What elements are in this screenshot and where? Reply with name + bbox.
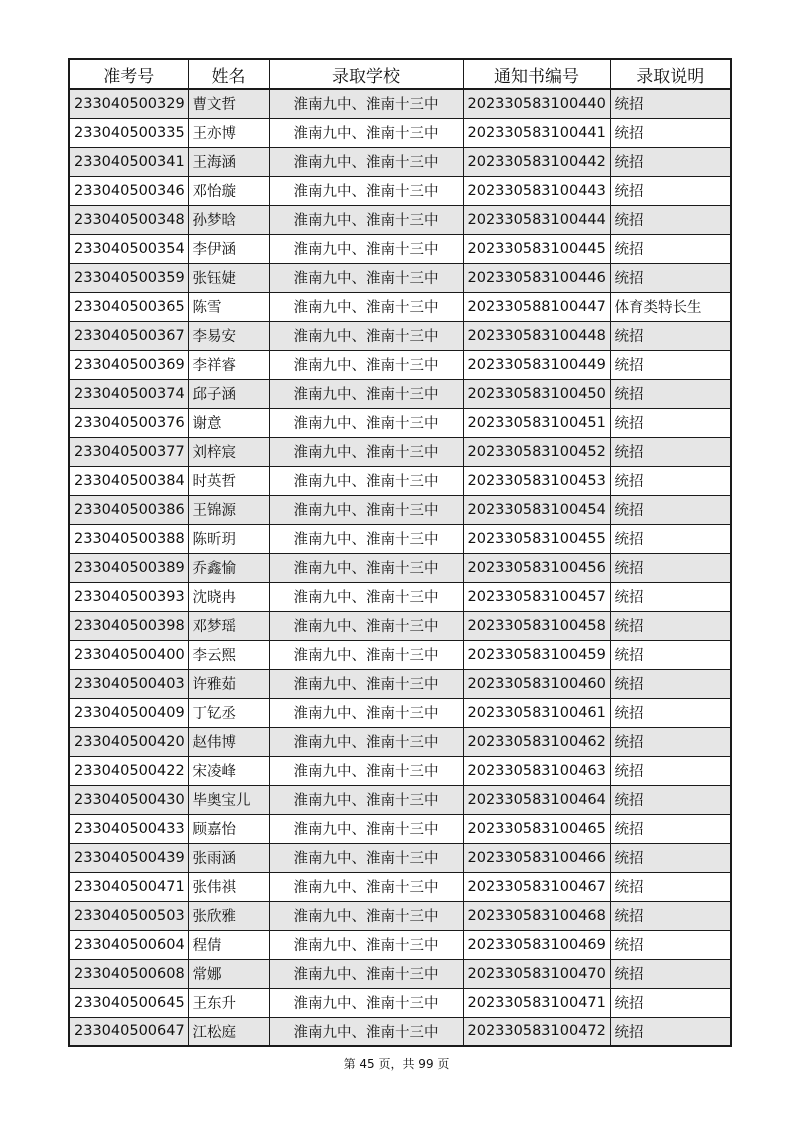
cell-school: 淮南九中、淮南十三中 <box>269 1017 463 1046</box>
cell-name: 张欣雅 <box>188 901 269 930</box>
cell-notice-no: 202330583100463 <box>463 756 610 785</box>
cell-school: 淮南九中、淮南十三中 <box>269 350 463 379</box>
cell-school: 淮南九中、淮南十三中 <box>269 727 463 756</box>
cell-school: 淮南九中、淮南十三中 <box>269 582 463 611</box>
cell-exam-id: 233040500335 <box>69 118 188 147</box>
cell-note: 统招 <box>610 727 731 756</box>
cell-school: 淮南九中、淮南十三中 <box>269 147 463 176</box>
cell-note: 统招 <box>610 611 731 640</box>
cell-school: 淮南九中、淮南十三中 <box>269 495 463 524</box>
cell-notice-no: 202330588100447 <box>463 292 610 321</box>
cell-name: 邓怡璇 <box>188 176 269 205</box>
cell-name: 王亦博 <box>188 118 269 147</box>
cell-school: 淮南九中、淮南十三中 <box>269 901 463 930</box>
cell-name: 李易安 <box>188 321 269 350</box>
cell-note: 统招 <box>610 959 731 988</box>
cell-notice-no: 202330583100441 <box>463 118 610 147</box>
cell-notice-no: 202330583100462 <box>463 727 610 756</box>
cell-note: 统招 <box>610 785 731 814</box>
table-row <box>69 89 731 118</box>
cell-note: 统招 <box>610 466 731 495</box>
header-exam-id: 准考号 <box>69 59 188 89</box>
table-row <box>69 408 731 437</box>
table-row <box>69 176 731 205</box>
cell-exam-id: 233040500430 <box>69 785 188 814</box>
cell-school: 淮南九中、淮南十三中 <box>269 698 463 727</box>
header-notice-no: 通知书编号 <box>463 59 610 89</box>
table-row <box>69 147 731 176</box>
cell-name: 李云熙 <box>188 640 269 669</box>
table-row <box>69 698 731 727</box>
cell-school: 淮南九中、淮南十三中 <box>269 843 463 872</box>
cell-exam-id: 233040500386 <box>69 495 188 524</box>
cell-name: 乔鑫愉 <box>188 553 269 582</box>
cell-name: 王锦源 <box>188 495 269 524</box>
table-row <box>69 930 731 959</box>
cell-name: 毕奥宝儿 <box>188 785 269 814</box>
cell-school: 淮南九中、淮南十三中 <box>269 553 463 582</box>
cell-exam-id: 233040500403 <box>69 669 188 698</box>
cell-exam-id: 233040500645 <box>69 988 188 1017</box>
table-row <box>69 321 731 350</box>
cell-notice-no: 202330583100459 <box>463 640 610 669</box>
cell-note: 统招 <box>610 698 731 727</box>
cell-school: 淮南九中、淮南十三中 <box>269 176 463 205</box>
cell-exam-id: 233040500354 <box>69 234 188 263</box>
cell-exam-id: 233040500604 <box>69 930 188 959</box>
cell-note: 统招 <box>610 814 731 843</box>
cell-notice-no: 202330583100464 <box>463 785 610 814</box>
cell-exam-id: 233040500389 <box>69 553 188 582</box>
cell-name: 张雨涵 <box>188 843 269 872</box>
cell-school: 淮南九中、淮南十三中 <box>269 118 463 147</box>
cell-name: 江松庭 <box>188 1017 269 1046</box>
table-row <box>69 292 731 321</box>
cell-exam-id: 233040500365 <box>69 292 188 321</box>
cell-exam-id: 233040500400 <box>69 640 188 669</box>
header-note: 录取说明 <box>610 59 731 89</box>
cell-name: 沈晓冉 <box>188 582 269 611</box>
cell-note: 统招 <box>610 843 731 872</box>
table-row <box>69 756 731 785</box>
cell-exam-id: 233040500367 <box>69 321 188 350</box>
cell-exam-id: 233040500376 <box>69 408 188 437</box>
cell-notice-no: 202330583100448 <box>463 321 610 350</box>
cell-notice-no: 202330583100460 <box>463 669 610 698</box>
cell-name: 宋凌峰 <box>188 756 269 785</box>
table-row <box>69 118 731 147</box>
cell-note: 统招 <box>610 118 731 147</box>
table-row <box>69 234 731 263</box>
cell-notice-no: 202330583100449 <box>463 350 610 379</box>
cell-exam-id: 233040500608 <box>69 959 188 988</box>
cell-exam-id: 233040500377 <box>69 437 188 466</box>
cell-note: 统招 <box>610 495 731 524</box>
cell-school: 淮南九中、淮南十三中 <box>269 930 463 959</box>
cell-exam-id: 233040500359 <box>69 263 188 292</box>
cell-school: 淮南九中、淮南十三中 <box>269 959 463 988</box>
table-row <box>69 959 731 988</box>
cell-exam-id: 233040500409 <box>69 698 188 727</box>
cell-name: 时英哲 <box>188 466 269 495</box>
cell-exam-id: 233040500341 <box>69 147 188 176</box>
cell-name: 陈昕玥 <box>188 524 269 553</box>
cell-name: 邱子涵 <box>188 379 269 408</box>
cell-name: 邓梦瑶 <box>188 611 269 640</box>
cell-notice-no: 202330583100458 <box>463 611 610 640</box>
table-row <box>69 553 731 582</box>
cell-note: 统招 <box>610 930 731 959</box>
cell-notice-no: 202330583100455 <box>463 524 610 553</box>
header-row <box>69 59 731 89</box>
cell-school: 淮南九中、淮南十三中 <box>269 524 463 553</box>
cell-note: 统招 <box>610 437 731 466</box>
cell-note: 统招 <box>610 321 731 350</box>
cell-notice-no: 202330583100450 <box>463 379 610 408</box>
table-row <box>69 611 731 640</box>
cell-notice-no: 202330583100472 <box>463 1017 610 1046</box>
admission-table <box>68 58 732 1047</box>
cell-notice-no: 202330583100468 <box>463 901 610 930</box>
cell-note: 统招 <box>610 176 731 205</box>
cell-notice-no: 202330583100443 <box>463 176 610 205</box>
cell-notice-no: 202330583100445 <box>463 234 610 263</box>
cell-note: 统招 <box>610 205 731 234</box>
table-row <box>69 785 731 814</box>
cell-notice-no: 202330583100465 <box>463 814 610 843</box>
cell-exam-id: 233040500422 <box>69 756 188 785</box>
cell-exam-id: 233040500369 <box>69 350 188 379</box>
cell-school: 淮南九中、淮南十三中 <box>269 466 463 495</box>
cell-school: 淮南九中、淮南十三中 <box>269 640 463 669</box>
cell-note: 统招 <box>610 872 731 901</box>
cell-exam-id: 233040500393 <box>69 582 188 611</box>
cell-note: 统招 <box>610 756 731 785</box>
cell-note: 统招 <box>610 379 731 408</box>
cell-note: 统招 <box>610 89 731 118</box>
table-row <box>69 466 731 495</box>
table-row <box>69 582 731 611</box>
table-row <box>69 640 731 669</box>
cell-exam-id: 233040500374 <box>69 379 188 408</box>
cell-name: 张钰婕 <box>188 263 269 292</box>
cell-school: 淮南九中、淮南十三中 <box>269 292 463 321</box>
cell-notice-no: 202330583100466 <box>463 843 610 872</box>
cell-school: 淮南九中、淮南十三中 <box>269 379 463 408</box>
cell-school: 淮南九中、淮南十三中 <box>269 872 463 901</box>
table-row <box>69 1017 731 1046</box>
cell-notice-no: 202330583100457 <box>463 582 610 611</box>
cell-exam-id: 233040500420 <box>69 727 188 756</box>
cell-notice-no: 202330583100467 <box>463 872 610 901</box>
cell-name: 顾嘉怡 <box>188 814 269 843</box>
cell-name: 刘梓宸 <box>188 437 269 466</box>
cell-notice-no: 202330583100452 <box>463 437 610 466</box>
cell-school: 淮南九中、淮南十三中 <box>269 263 463 292</box>
cell-notice-no: 202330583100451 <box>463 408 610 437</box>
cell-exam-id: 233040500433 <box>69 814 188 843</box>
table-row <box>69 379 731 408</box>
cell-exam-id: 233040500439 <box>69 843 188 872</box>
cell-note: 统招 <box>610 669 731 698</box>
cell-notice-no: 202330583100454 <box>463 495 610 524</box>
cell-note: 统招 <box>610 582 731 611</box>
cell-note: 体育类特长生 <box>610 292 731 321</box>
header-school: 录取学校 <box>269 59 463 89</box>
table-row <box>69 872 731 901</box>
cell-note: 统招 <box>610 988 731 1017</box>
header-name: 姓名 <box>188 59 269 89</box>
cell-name: 谢意 <box>188 408 269 437</box>
cell-name: 王海涵 <box>188 147 269 176</box>
cell-notice-no: 202330583100442 <box>463 147 610 176</box>
cell-exam-id: 233040500388 <box>69 524 188 553</box>
cell-notice-no: 202330583100456 <box>463 553 610 582</box>
cell-note: 统招 <box>610 553 731 582</box>
table-row <box>69 524 731 553</box>
table-row <box>69 437 731 466</box>
cell-note: 统招 <box>610 263 731 292</box>
cell-school: 淮南九中、淮南十三中 <box>269 205 463 234</box>
cell-school: 淮南九中、淮南十三中 <box>269 408 463 437</box>
cell-exam-id: 233040500647 <box>69 1017 188 1046</box>
cell-name: 程倩 <box>188 930 269 959</box>
cell-name: 张伟祺 <box>188 872 269 901</box>
table-body <box>69 89 731 1046</box>
cell-notice-no: 202330583100461 <box>463 698 610 727</box>
cell-name: 常娜 <box>188 959 269 988</box>
table-row <box>69 669 731 698</box>
table-row <box>69 901 731 930</box>
cell-note: 统招 <box>610 408 731 437</box>
cell-school: 淮南九中、淮南十三中 <box>269 234 463 263</box>
cell-school: 淮南九中、淮南十三中 <box>269 437 463 466</box>
cell-note: 统招 <box>610 1017 731 1046</box>
table-row <box>69 727 731 756</box>
cell-exam-id: 233040500348 <box>69 205 188 234</box>
table-row <box>69 205 731 234</box>
cell-school: 淮南九中、淮南十三中 <box>269 814 463 843</box>
cell-exam-id: 233040500503 <box>69 901 188 930</box>
cell-exam-id: 233040500398 <box>69 611 188 640</box>
cell-name: 丁钇丞 <box>188 698 269 727</box>
cell-school: 淮南九中、淮南十三中 <box>269 756 463 785</box>
cell-notice-no: 202330583100453 <box>463 466 610 495</box>
page-footer: 第 45 页，共 99 页 <box>343 1057 450 1071</box>
cell-note: 统招 <box>610 234 731 263</box>
table-row <box>69 988 731 1017</box>
cell-name: 许雅茹 <box>188 669 269 698</box>
cell-exam-id: 233040500384 <box>69 466 188 495</box>
cell-exam-id: 233040500471 <box>69 872 188 901</box>
cell-notice-no: 202330583100446 <box>463 263 610 292</box>
cell-note: 统招 <box>610 901 731 930</box>
cell-notice-no: 202330583100469 <box>463 930 610 959</box>
cell-name: 孙梦晗 <box>188 205 269 234</box>
table-row <box>69 843 731 872</box>
cell-note: 统招 <box>610 350 731 379</box>
cell-name: 曹文哲 <box>188 89 269 118</box>
cell-school: 淮南九中、淮南十三中 <box>269 785 463 814</box>
table-header <box>69 59 731 89</box>
cell-school: 淮南九中、淮南十三中 <box>269 988 463 1017</box>
cell-exam-id: 233040500329 <box>69 89 188 118</box>
table-row <box>69 350 731 379</box>
table-row <box>69 814 731 843</box>
table-row <box>69 495 731 524</box>
cell-school: 淮南九中、淮南十三中 <box>269 611 463 640</box>
cell-notice-no: 202330583100470 <box>463 959 610 988</box>
cell-note: 统招 <box>610 147 731 176</box>
cell-note: 统招 <box>610 524 731 553</box>
cell-name: 赵伟博 <box>188 727 269 756</box>
cell-name: 李祥睿 <box>188 350 269 379</box>
cell-name: 王东升 <box>188 988 269 1017</box>
cell-note: 统招 <box>610 640 731 669</box>
cell-exam-id: 233040500346 <box>69 176 188 205</box>
cell-school: 淮南九中、淮南十三中 <box>269 321 463 350</box>
cell-notice-no: 202330583100471 <box>463 988 610 1017</box>
cell-name: 陈雪 <box>188 292 269 321</box>
cell-notice-no: 202330583100444 <box>463 205 610 234</box>
table-row <box>69 263 731 292</box>
cell-school: 淮南九中、淮南十三中 <box>269 669 463 698</box>
cell-notice-no: 202330583100440 <box>463 89 610 118</box>
cell-name: 李伊涵 <box>188 234 269 263</box>
cell-school: 淮南九中、淮南十三中 <box>269 89 463 118</box>
